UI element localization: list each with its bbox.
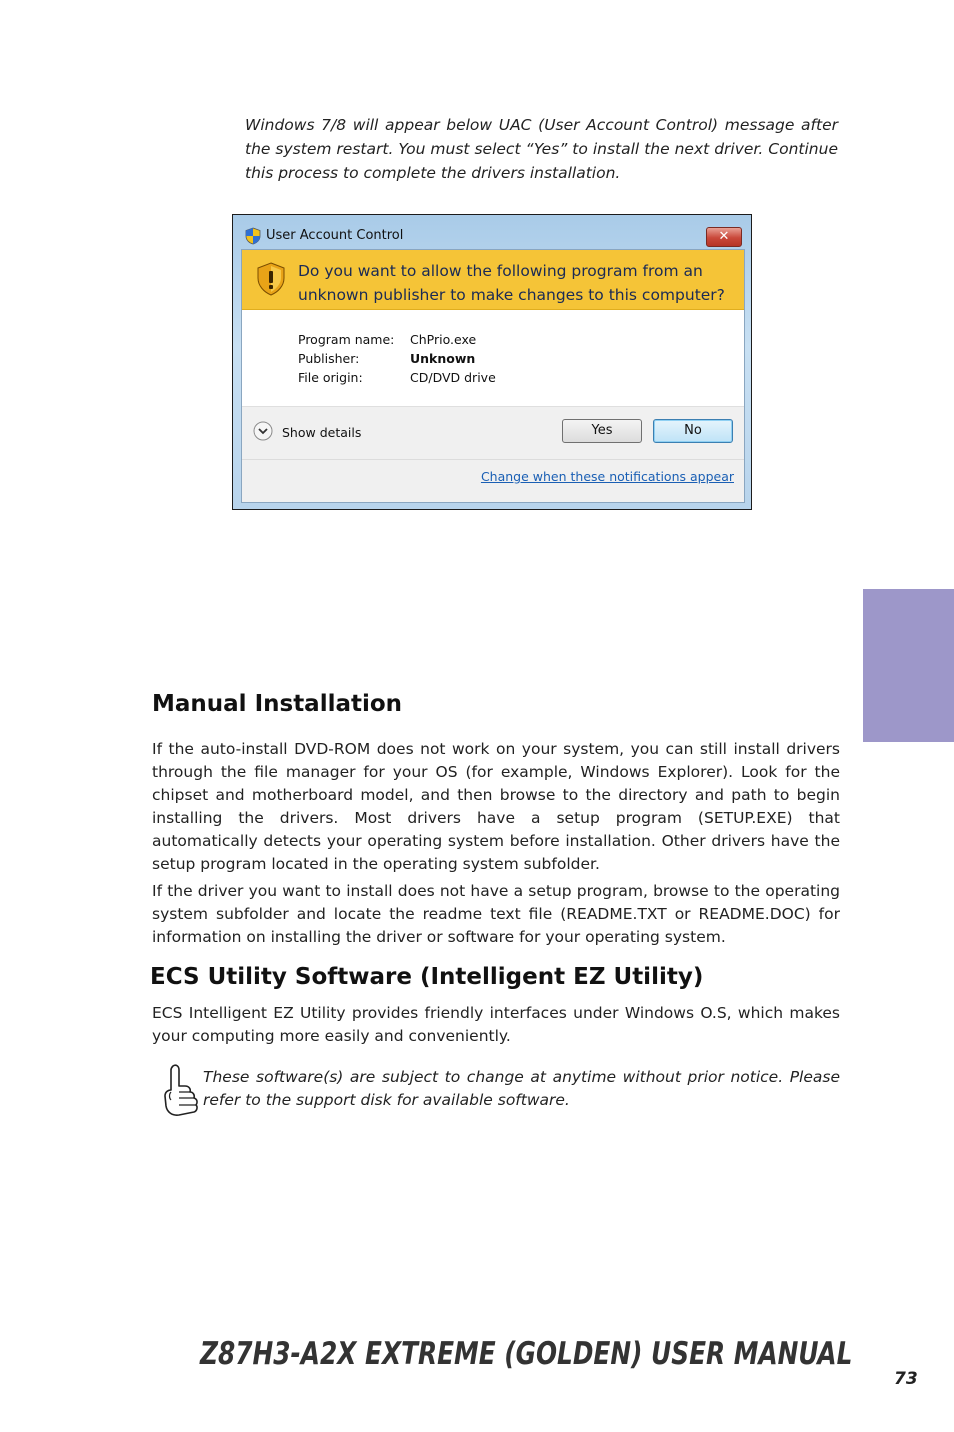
manual-installation-heading: Manual Installation [152, 691, 403, 717]
manual-installation-paragraph-2: If the driver you want to install does not have a setup program, browse to the operating system subfolder and locate the readme text file (README.TXT or README.DOC) for information on installing the driver or software for your operating system. [152, 882, 840, 946]
yes-button[interactable]: Yes [562, 419, 642, 443]
notification-settings-link[interactable]: Change when these notifications appear [480, 469, 734, 484]
property-value: CD/DVD drive [410, 370, 496, 385]
property-value: ChPrio.exe [410, 332, 477, 347]
ecs-utility-heading: ECS Utility Software (Intelligent EZ Utility) [150, 964, 704, 990]
no-button[interactable]: No [653, 419, 733, 443]
uac-divider [242, 459, 744, 460]
intro-paragraph: Windows 7/8 will appear below UAC (User Account Control) message after the system restart. You must select “Yes” to install the next driver. Continue this process to complete the drivers installation. [245, 116, 838, 182]
uac-close-button[interactable]: ✕ [706, 227, 742, 247]
property-label: Program name: [298, 332, 395, 347]
pointing-hand-icon [157, 1062, 201, 1120]
manual-installation-paragraph-1: If the auto-install DVD-ROM does not work on your system, you can still install drivers through the file manager for your OS (for example, Windows Explorer). Look for the chipset and motherboard model, and then browse to the directory and path to begin installing the drivers. Most drivers have a setup program (SETUP.EXE) that automatically detects your operating system before installation. Other drivers have the setup program located in the operating system subfolder. [152, 740, 840, 873]
property-value: Unknown [410, 351, 476, 366]
property-label: File origin: [298, 370, 363, 385]
show-details-link[interactable]: Show details [282, 425, 362, 440]
chapter-side-tab [863, 589, 954, 742]
uac-title: User Account Control [266, 228, 404, 243]
uac-question: Do you want to allow the following program from an unknown publisher to make changes to this computer? [298, 262, 725, 304]
uac-warning-banner [242, 250, 744, 310]
uac-shield-icon [245, 227, 261, 245]
uac-footer [242, 406, 744, 502]
manual-title-footer: Z87H3-A2X EXTREME (GOLDEN) USER MANUAL [200, 1336, 853, 1372]
warning-shield-icon [256, 262, 286, 296]
ecs-utility-paragraph: ECS Intelligent EZ Utility provides friendly interfaces under Windows O.S, which makes your computing more easily and conveniently. [152, 1004, 840, 1045]
uac-content [241, 249, 745, 503]
property-label: Publisher: [298, 351, 360, 366]
uac-titlebar [233, 215, 751, 249]
page-number: 73 [894, 1369, 918, 1389]
chevron-down-icon[interactable] [253, 421, 273, 441]
uac-dialog [232, 214, 752, 510]
software-note: These software(s) are subject to change at anytime without prior notice. Please refer to the support disk for available software. [203, 1068, 840, 1109]
